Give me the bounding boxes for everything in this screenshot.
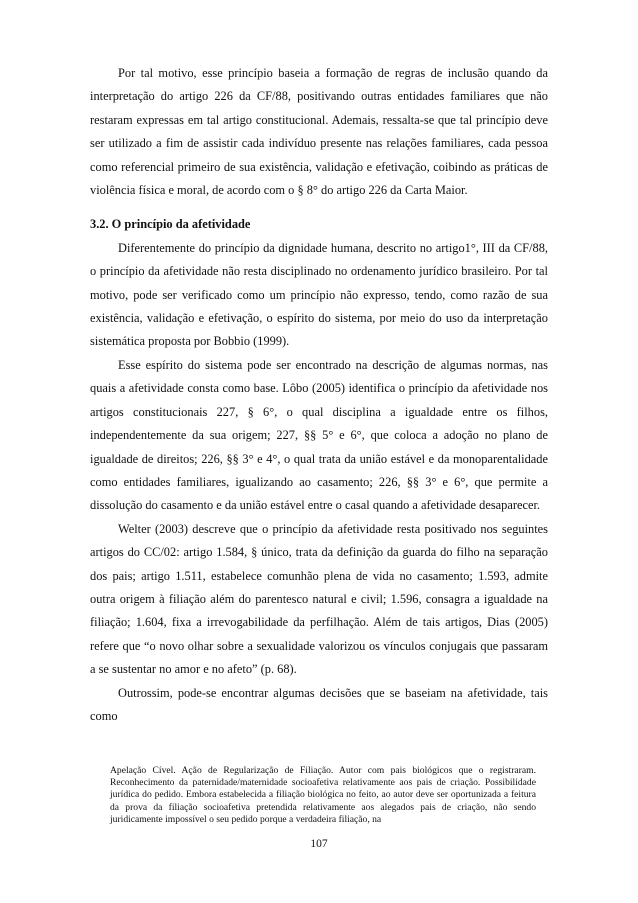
quote-text: Apelação Cível. Ação de Regularização de Filiação. Autor com pais biológicos que o registraram. Reconhecimento da paternidade/maternidade socioafetiva relativamente aos pais de criação. Possibilidade jurídica do pedido. Embora estabelecida a filiação biológica no feito, ao autor deve ser oportunizada a feitura da prova da filiação socioafetiva pretendida relativamente aos alegados pais de criação, não sendo juridicamente impossível o seu pedido porque a verdadeira filiação, na: [110, 765, 536, 825]
block-quote: [110, 765, 536, 826]
page-number: 107: [310, 838, 328, 850]
paragraph-3: Esse espírito do sistema pode ser encontrado na descrição de algumas normas, nas quais a afetividade consta como base. Lôbo (2005) identifica o princípio da afetividade nos artigos constitucionais 227, § 6°, o qual disciplina a igualdade entre os filhos, independentemente da sua origem; 227, §§ 5° e 6°, que coloca a adoção no plano de igualdade de direitos; 226, §§ 3° e 4°, o qual trata da união estável e da monoparentalidade como entidades familiares, igualizando ao casamento; 226, §§ 3° e 6°, que permite a dissolução do casamento e da união estável entre o casal quando a afetividade desaparecer.: [90, 357, 548, 513]
paragraph-5: Outrossim, pode-se encontrar algumas decisões que se baseiam na afetividade, tais como: [90, 685, 548, 723]
paragraph-4: Welter (2003) descreve que o princípio da afetividade resta positivado nos seguintes artigos do CC/02: artigo 1.584, § único, trata da definição da guarda do filho na separação dos pais; artigo 1.511, estabelece comunhão plena de vida no casamento; 1.593, admite outra origem à filiação além do parentesco natural e civil; 1.596, consagra a igualdade na filiação; 1.604, fixa a irrevogabilidade da perfilhação. Além de tais artigos, Dias (2005) refere que “o novo olhar sobre a sexualidade valorizou os vínculos conjugais que passaram a se sustentar no amor e no afeto” (p. 68).: [90, 521, 548, 677]
body-text: [90, 62, 548, 728]
paragraph-2: Diferentemente do princípio da dignidade humana, descrito no artigo1°, III da CF/88, o princípio da afetividade não resta disciplinado no ordenamento jurídico brasileiro. Por tal motivo, pode ser verificado como um princípio não expresso, tendo, como razão de sua existência, validação e efetivação, o espírito do sistema, por meio do uso da interpretação sistemática proposta por Bobbio (1999).: [90, 240, 548, 349]
paragraph-1: Por tal motivo, esse princípio baseia a formação de regras de inclusão quando da interpretação do artigo 226 da CF/88, positivando outras entidades familiares que não restaram expressas em tal artigo constitucional. Ademais, ressalta-se que tal princípio deve ser utilizado a fim de assistir cada indivíduo presente nas relações familiares, cada pessoa como referencial primeiro de sua existência, validação e efetivação, coibindo as práticas de violência física e moral, de acordo com o § 8° do artigo 226 da Carta Maior.: [90, 66, 548, 198]
section-heading: 3.2. O princípio da afetividade: [90, 217, 251, 232]
